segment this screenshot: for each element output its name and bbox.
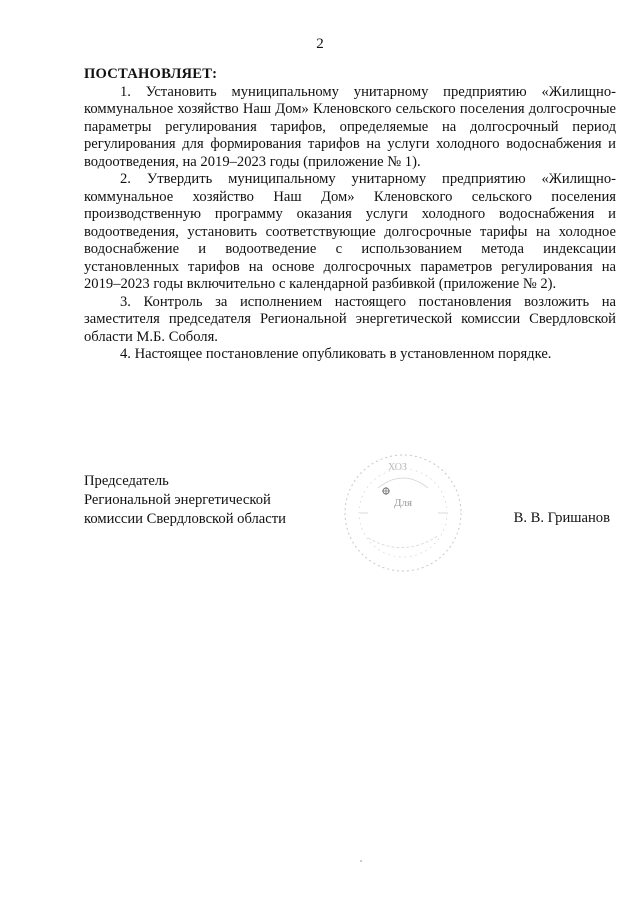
- stamp-emblem-icon: [382, 487, 390, 495]
- official-stamp: [338, 448, 468, 578]
- scan-speck: [360, 860, 362, 862]
- signature-title-line-1: Председатель: [84, 473, 169, 489]
- page-number: 2: [316, 36, 324, 52]
- resolution-heading: ПОСТАНОВЛЯЕТ:: [84, 66, 218, 82]
- paragraph-4: 4. Настоящее постановление опубликовать в установленном порядке.: [120, 346, 552, 362]
- stamp-center-text: Для: [394, 497, 413, 509]
- stamp-top-text: ХОЗ: [388, 462, 407, 473]
- signature-title-block: [84, 472, 286, 529]
- paragraph-2: 2. Утвердить муниципальному унитарному предприятию «Жилищно-коммунальное хозяйство Наш Дом» Кленовского сельского поселения производственную программу оказания услуги холодного водоснабжения и водоотведения, установить соответствующие долгосрочные тарифы на холодное водоснабжение и водоотведение с использованием метода индексации установленных тарифов на основе долгосрочных параметров регулирования на 2019–2023 годы включительно с календарной разбивкой (приложение № 2).: [84, 171, 616, 292]
- document-body: [84, 66, 616, 364]
- paragraph-1: 1. Установить муниципальному унитарному предприятию «Жилищно-коммунальное хозяйство Наш Дом» Кленовского сельского поселения долгосрочные параметры регулирования тарифов, определяемые на долгосрочный период регулирования для формирования тарифов на услуги холодного водоснабжения и водоотведения, на 2019–2023 годы (приложение № 1).: [84, 83, 616, 170]
- signatory-name: В. В. Гришанов: [513, 510, 610, 526]
- stamp-seal-graphic: [338, 448, 468, 578]
- signature-title-line-2: Региональной энергетической: [84, 492, 271, 508]
- paragraph-3: 3. Контроль за исполнением настоящего постановления возложить на заместителя председателя Региональной энергетической комиссии Свердловской области М.Б. Соболя.: [84, 293, 616, 345]
- signature-title-line-3: комиссии Свердловской области: [84, 511, 286, 527]
